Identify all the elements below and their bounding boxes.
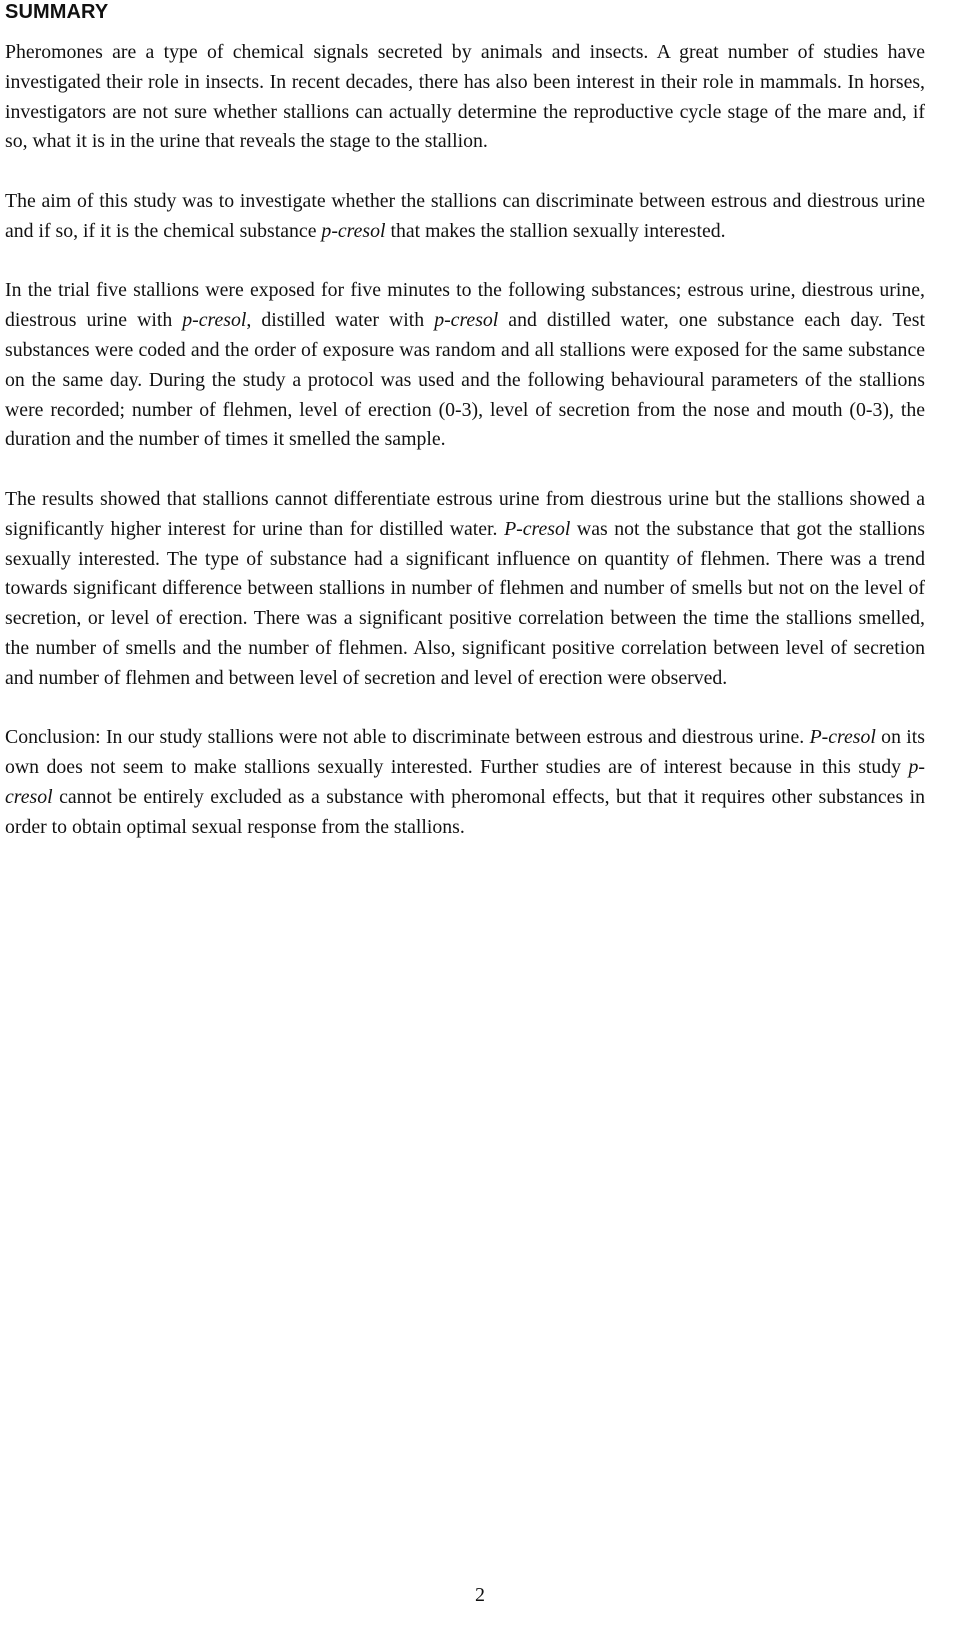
section-heading: SUMMARY	[5, 1, 109, 23]
text-run: Conclusion: In our study stallions were not able to discriminate between estrous and diestrous urine.	[5, 726, 810, 749]
text-run: that makes the stallion sexually interested.	[385, 219, 726, 242]
summary-paragraph	[5, 187, 925, 247]
document-page	[5, 0, 925, 872]
italic-term: P-cresol	[809, 726, 876, 749]
text-run: The results showed that stallions cannot differentiate estrous urine from diestrous urine but the stallions showed a significantly higher interest for urine than for distilled water.	[5, 487, 925, 540]
summary-paragraph	[5, 38, 925, 157]
text-run: The aim of this study was to investigate whether the stallions can discriminate between estrous and diestrous urine and if so, if it is the chemical substance	[5, 189, 925, 242]
summary-paragraph	[5, 276, 925, 455]
page-number: 2	[475, 1584, 485, 1606]
italic-term: p-cresol	[434, 309, 499, 332]
text-run: was not the substance that got the stallions sexually interested. The type of substance had a significant influence on quantity of flehmen. There was a trend towards significant difference between stallions in number of flehmen and number of smells but not on the level of secretion, or level of erection. There was a significant positive correlation between the time the stallions smelled, the number of smells and the number of flehmen. Also, significant positive correlation between level of secretion and number of flehmen and between level of secretion and level of erection were observed.	[5, 517, 925, 689]
italic-term: p-cresol	[321, 219, 386, 242]
text-run: cannot be entirely excluded as a substance with pheromonal effects, but that it requires other substances in order to obtain optimal sexual response from the stallions.	[5, 785, 925, 838]
italic-term: P-cresol	[504, 517, 571, 540]
text-run: , distilled water with	[246, 309, 435, 332]
italic-term: p-cresol	[182, 309, 247, 332]
italic-term: p-cresol	[5, 756, 925, 808]
text-run: Pheromones are a type of chemical signals secreted by animals and insects. A great number of studies have investigated their role in insects. In recent decades, there has also been interest in their role in mammals. In horses, investigators are not sure whether stallions can actually determine the reproductive cycle stage of the mare and, if so, what it is in the urine that reveals the stage to the stallion.	[5, 41, 925, 153]
text-run: on its own does not seem to make stallions sexually interested. Further studies are of interest because in this study	[5, 726, 925, 779]
text-run: In the trial five stallions were exposed for five minutes to the following substances; estrous urine, diestrous urine, diestrous urine with	[5, 279, 925, 332]
text-run: and distilled water, one substance each day. Test substances were coded and the order of exposure was random and all stallions were exposed for the same substance on the same day. During the study a protocol was used and the following behavioural parameters of the stallions were recorded; number of flehmen, level of erection (0-3), level of secretion from the nose and mouth (0-3), the duration and the number of times it smelled the sample.	[5, 309, 925, 451]
summary-paragraph	[5, 485, 925, 694]
summary-body	[5, 38, 925, 843]
summary-paragraph	[5, 723, 925, 842]
